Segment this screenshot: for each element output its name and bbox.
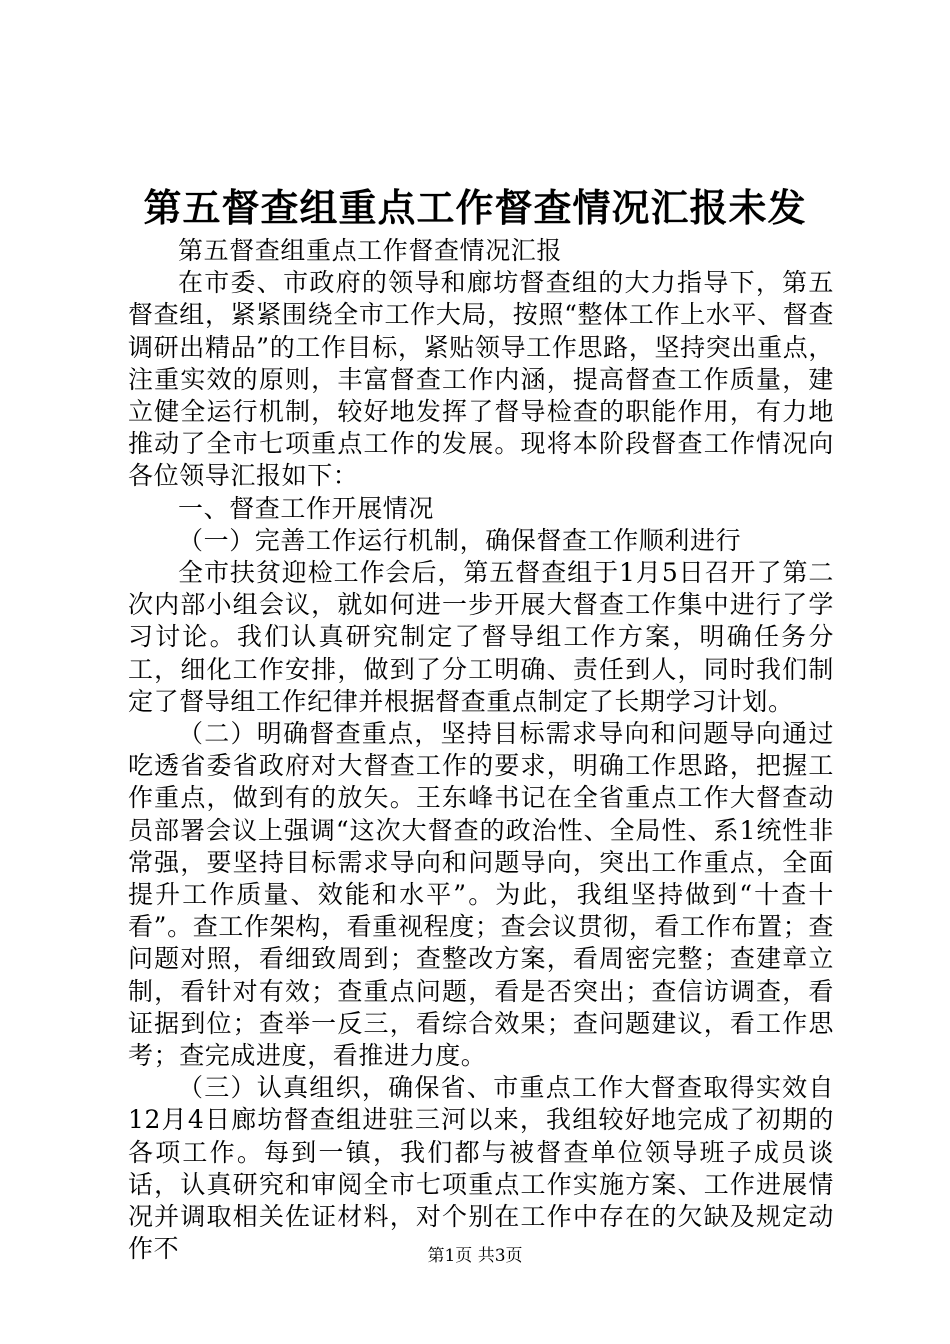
- document-body: [128, 235, 834, 1266]
- paragraph-body-1: 全市扶贫迎检工作会后，第五督查组于1月5日召开了第二次内部小组会议，就如何进一步开展大督查工作集中进行了学习讨论。我们认真研究制定了督导组工作方案，明确任务分工，细化工作安排，做到了分工明确、责任到人，同时我们制定了督导组工作纪律并根据督查重点制定了长期学习计划。: [128, 558, 834, 716]
- page-footer: 第1页 共3页: [427, 1246, 523, 1266]
- paragraph-intro: 在市委、市政府的领导和廊坊督查组的大力指导下，第五督查组，紧紧围绕全市工作大局，按照“整体工作上水平、督查调研出精品”的工作目标，紧贴领导工作思路，坚持突出重点，注重实效的原则，丰富督查工作内涵，提高督查工作质量，建立健全运行机制，较好地发挥了督导检查的职能作用，有力地推动了全市七项重点工作的发展。现将本阶段督查工作情况向各位领导汇报如下：: [128, 268, 834, 491]
- subsection-heading-1: （一）完善工作运行机制，确保督查工作顺利进行: [178, 525, 742, 555]
- paragraph-body-2: （二）明确督查重点，坚持目标需求导向和问题导向通过吃透省委省政府对大督查工作的要求，明确工作思路，把握工作重点，做到有的放矢。王东峰书记在全省重点工作大督查动员部署会议上强调“这次大督查的政治性、全局性、系1统性非常强，要坚持目标需求导向和问题导向，突出工作重点，全面提升工作质量、效能和水平”。为此，我组坚持做到“十查十看”。查工作架构，看重视程度；查会议贯彻，看工作布置；查问题对照，看细致周到；查整改方案，看周密完整；查建章立制，看针对有效；查重点问题，看是否突出；查信访调查，看证据到位；查举一反三，看综合效果；查问题建议，看工作思考；查完成进度，看推进力度。: [128, 719, 834, 1071]
- section-heading-1: 一、督查工作开展情况: [178, 493, 435, 523]
- paragraph-subtitle: 第五督查组重点工作督查情况汇报: [178, 236, 563, 265]
- document-title: 第五督查组重点工作督查情况汇报未发: [143, 185, 807, 230]
- paragraph-body-3: （三）认真组织，确保省、市重点工作大督查取得实效自12月4日廊坊督查组进驻三河以来，我组较好地完成了初期的各项工作。每到一镇，我们都与被督查单位领导班子成员谈话，认真研究和审阅全市七项重点工作实施方案、工作进展情况并调取相关佐证材料，对个别在工作中存在的欠缺及规定动作不: [128, 1073, 834, 1264]
